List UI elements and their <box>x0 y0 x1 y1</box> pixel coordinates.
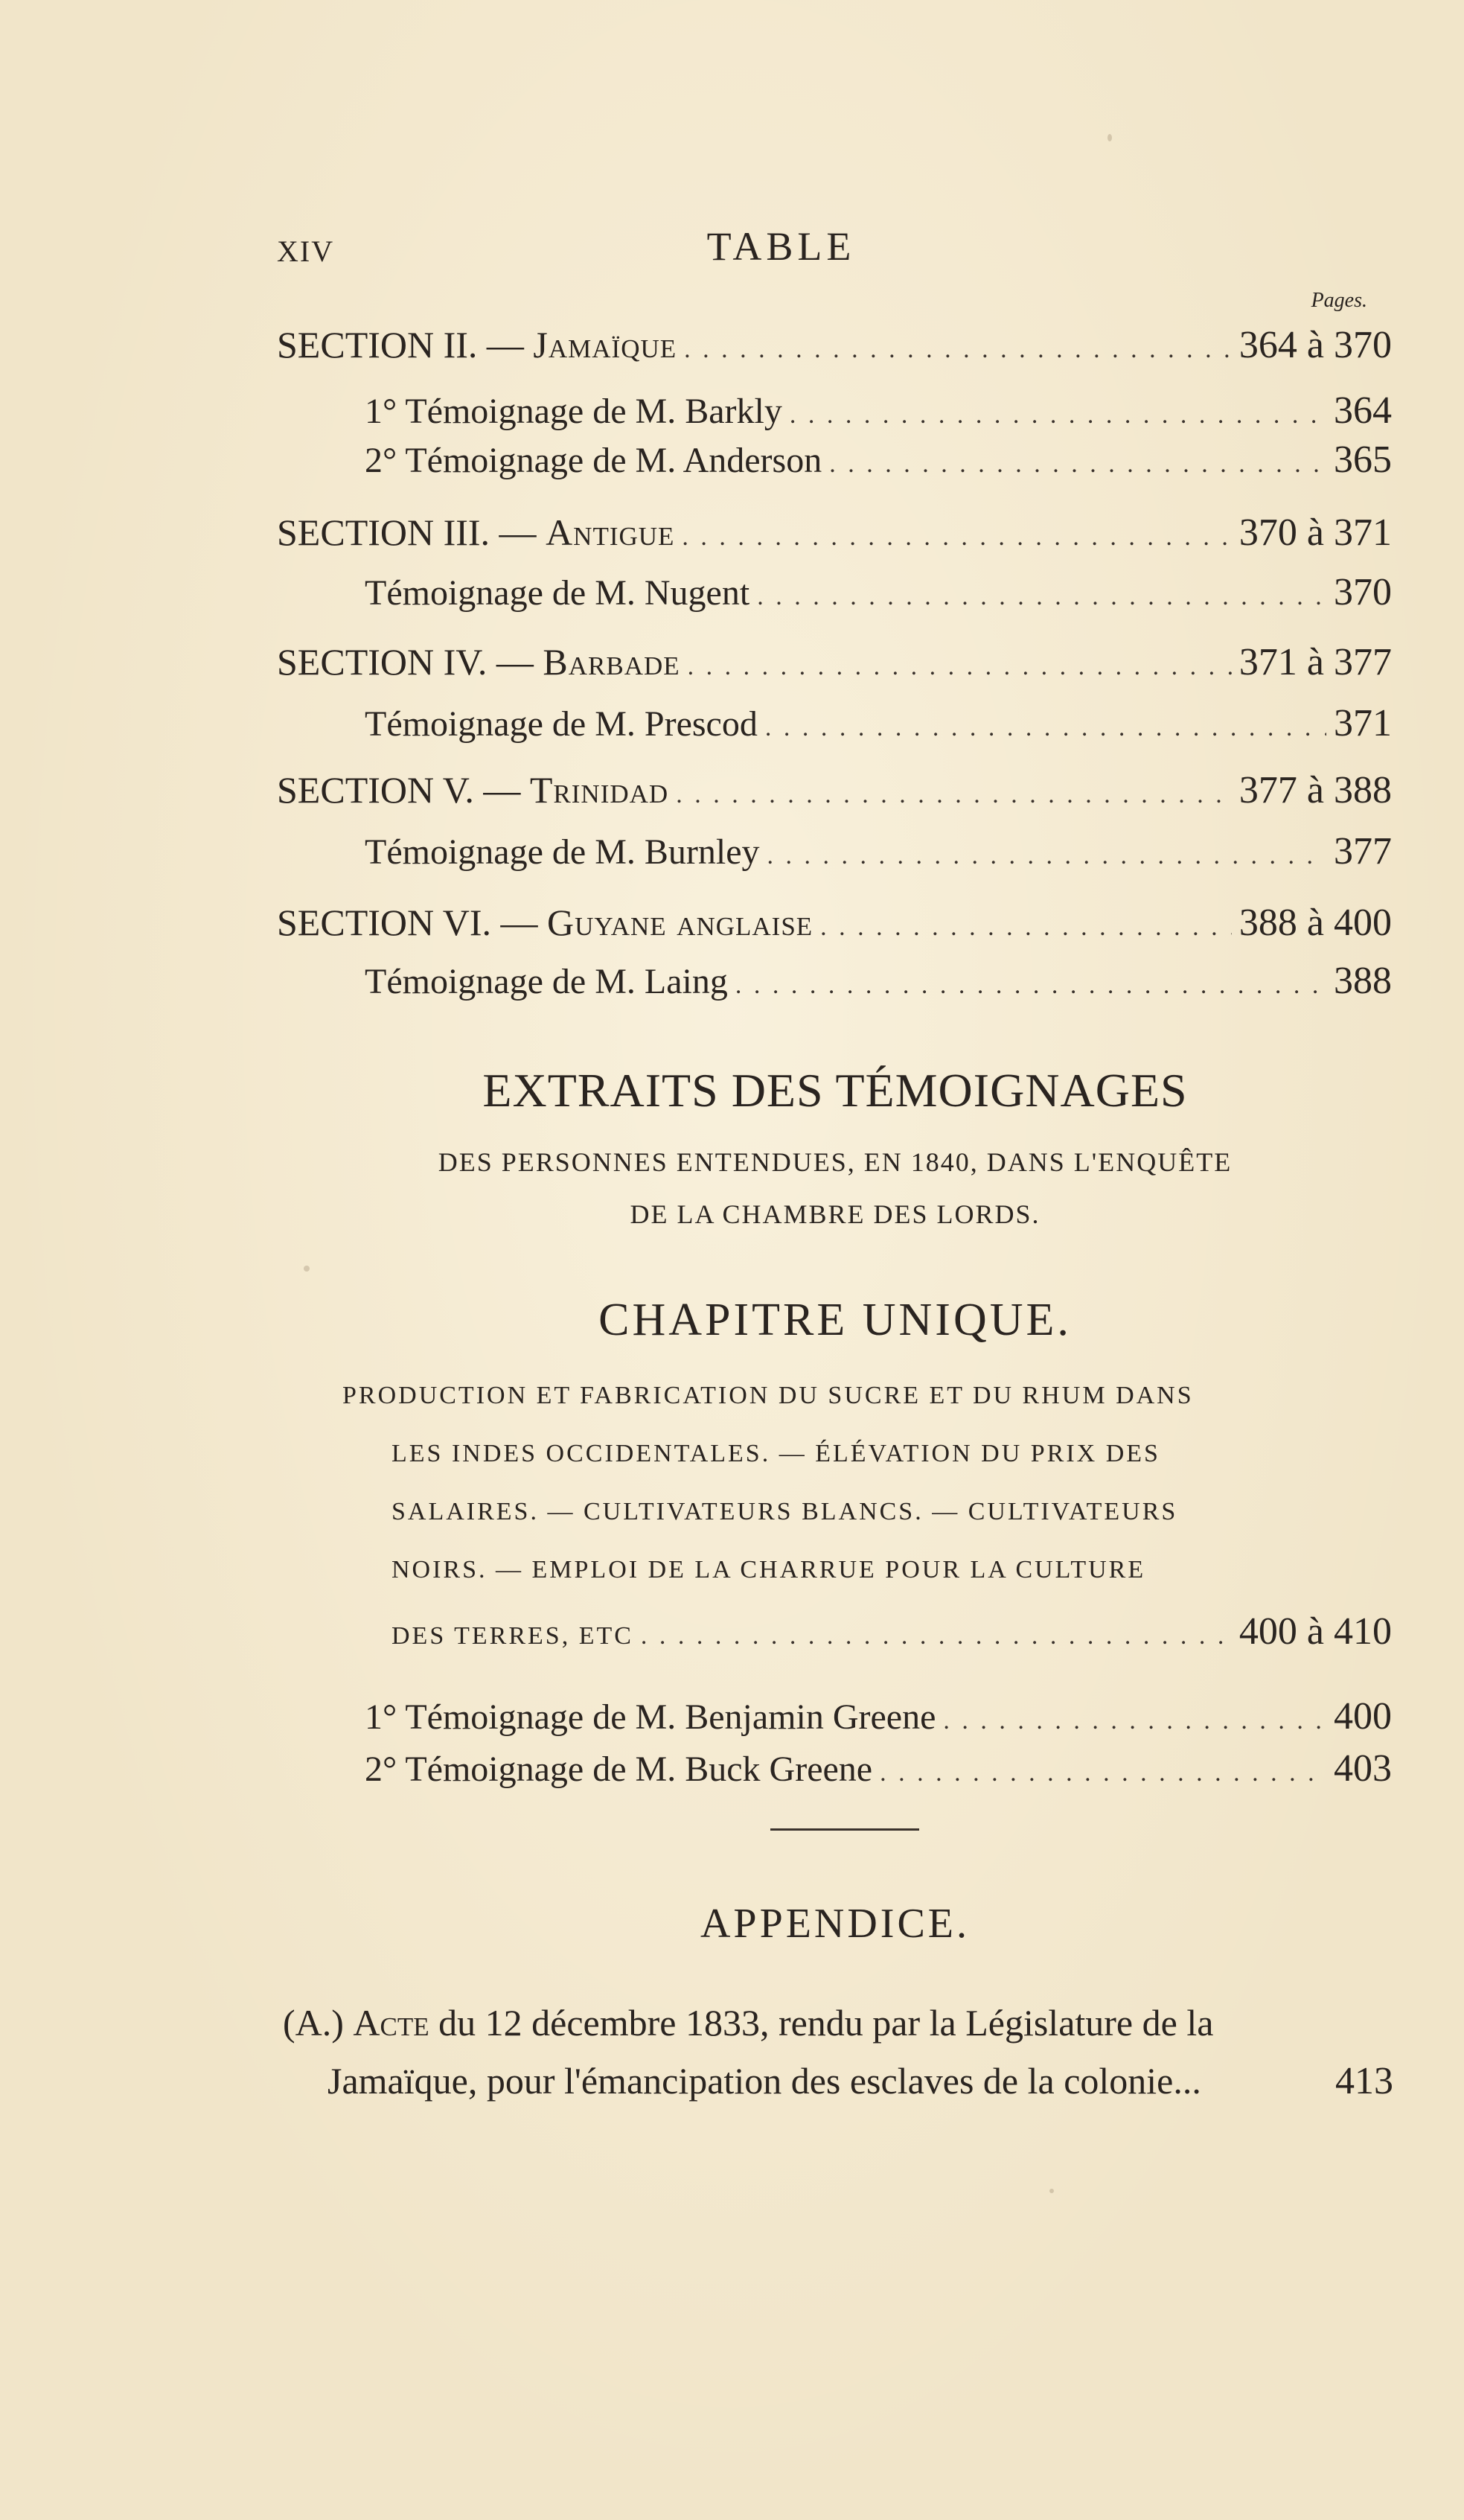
dot-leader <box>943 1709 1326 1734</box>
extraits-subheading-line: DES PERSONNES ENTENDUES, EN 1840, DANS L'ENQUÊTE <box>438 1147 1233 1177</box>
toc-section-label: SECTION V. — Trinidad <box>277 769 669 811</box>
chapitre-entry-row[interactable] <box>391 1610 1392 1653</box>
dot-leader <box>765 715 1326 741</box>
dot-leader <box>757 584 1326 610</box>
appendice-entry-row[interactable] <box>327 2062 1393 2101</box>
chapitre-summary-line: LES INDES OCCIDENTALES. — ÉLÉVATION DU PRIX DES <box>391 1440 1160 1467</box>
toc-page-ref: 377 à 388 <box>1238 769 1392 811</box>
toc-entry-label: 1° Témoignage de M. Barkly <box>365 392 782 431</box>
dot-leader <box>684 337 1232 363</box>
chapitre-heading: CHAPITRE UNIQUE. <box>598 1295 1072 1345</box>
dot-leader <box>682 525 1231 550</box>
toc-entry-row[interactable] <box>365 962 1392 1001</box>
toc-section-label: SECTION IV. — Barbade <box>277 641 680 683</box>
chapitre-summary-line: NOIRS. — EMPLOI DE LA CHARRUE POUR LA CULTURE <box>391 1556 1146 1583</box>
toc-page-ref: 370 à 371 <box>1238 511 1392 554</box>
chapitre-last-line: DES TERRES, ETC <box>391 1622 633 1650</box>
section-divider <box>770 1828 919 1831</box>
dot-leader <box>641 1624 1232 1649</box>
toc-entry-label: 2° Témoignage de M. Buck Greene <box>365 1749 873 1789</box>
toc-page-ref: 400 <box>1334 1695 1392 1738</box>
paper-speck <box>1049 2189 1054 2193</box>
toc-entry-label: 1° Témoignage de M. Benjamin Greene <box>365 1697 936 1737</box>
toc-page-ref: 370 <box>1334 571 1392 613</box>
appendice-text: du 12 décembre 1833, rendu par la Législature de la <box>429 2002 1214 2044</box>
paper-speck <box>1107 134 1112 141</box>
dot-leader <box>676 782 1232 808</box>
paper-speck <box>304 1266 310 1272</box>
toc-section-row[interactable] <box>277 511 1392 554</box>
appendice-entry-line[interactable] <box>283 2001 1213 2044</box>
pages-column-label: Pages. <box>1311 289 1367 312</box>
extraits-subheading-line: DE LA CHAMBRE DES LORDS. <box>630 1199 1041 1229</box>
toc-entry-row[interactable] <box>365 438 1392 481</box>
toc-entry-label: Témoignage de M. Burnley <box>365 832 760 872</box>
toc-section-row[interactable] <box>277 904 1392 942</box>
dot-leader <box>880 1761 1326 1786</box>
toc-page-ref: 388 <box>1334 960 1392 1002</box>
toc-page-ref: 364 à 370 <box>1238 324 1392 366</box>
dot-leader <box>767 843 1326 869</box>
toc-page-ref: 371 <box>1334 702 1392 744</box>
toc-entry-row[interactable] <box>365 704 1392 743</box>
chapitre-summary-line: SALAIRES. — CULTIVATEURS BLANCS. — CULTIVATEURS <box>391 1498 1178 1525</box>
appendice-text: Jamaïque, pour l'émancipation des esclaves de la colonie... <box>327 2060 1201 2102</box>
running-head <box>277 223 1285 275</box>
toc-section-row[interactable] <box>277 643 1392 682</box>
toc-entry-row[interactable] <box>365 389 1392 432</box>
appendice-ref: (A.) <box>283 2002 354 2044</box>
toc-page-ref: 364 <box>1334 389 1392 432</box>
toc-entry-row[interactable] <box>365 573 1392 612</box>
page-title: TABLE <box>706 224 856 269</box>
toc-section-label: SECTION III. — Antigue <box>277 511 675 553</box>
toc-page-ref: 365 <box>1334 438 1392 481</box>
appendice-heading: APPENDICE. <box>700 1901 971 1947</box>
toc-section-row[interactable] <box>277 771 1392 810</box>
dot-leader <box>790 403 1326 428</box>
toc-entry-label: 2° Témoignage de M. Anderson <box>365 441 822 480</box>
appendice-acte: Acte <box>353 2002 429 2044</box>
toc-entry-label: Témoignage de M. Laing <box>365 962 728 1001</box>
page-folio: XIV <box>277 235 335 268</box>
dot-leader <box>735 973 1326 998</box>
extraits-heading: EXTRAITS DES TÉMOIGNAGES <box>482 1064 1188 1117</box>
toc-page-ref: 388 à 400 <box>1238 902 1392 944</box>
toc-entry-label: Témoignage de M. Prescod <box>365 704 758 744</box>
toc-page-ref: 371 à 377 <box>1238 641 1392 683</box>
toc-page-ref: 377 <box>1334 830 1392 873</box>
dot-leader <box>820 915 1232 940</box>
toc-section-label: SECTION VI. — Guyane anglaise <box>277 902 813 943</box>
toc-page-ref: 413 <box>1335 2060 1393 2102</box>
toc-section-row[interactable] <box>277 326 1392 365</box>
toc-section-label: SECTION II. — Jamaïque <box>277 324 677 366</box>
toc-page-ref: 400 à 410 <box>1238 1610 1392 1653</box>
toc-page-ref: 403 <box>1334 1747 1392 1790</box>
toc-entry-row[interactable] <box>365 1697 1392 1736</box>
chapitre-summary-line: PRODUCTION ET FABRICATION DU SUCRE ET DU RHUM DANS <box>342 1382 1194 1409</box>
toc-entry-row[interactable] <box>365 832 1392 871</box>
toc-entry-label: Témoignage de M. Nugent <box>365 573 750 613</box>
toc-entry-row[interactable] <box>365 1749 1392 1788</box>
dot-leader <box>688 654 1232 680</box>
dot-leader <box>829 452 1326 477</box>
